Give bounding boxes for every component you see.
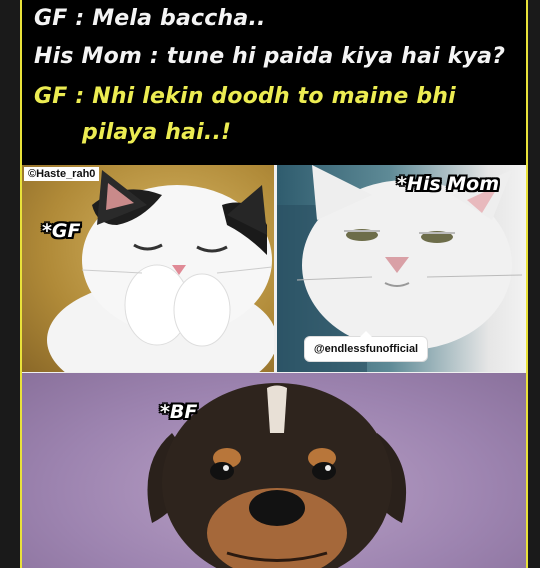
caption-line-gf-1: GF : Mela baccha.. (34, 6, 266, 31)
sad-dog-illustration (22, 373, 526, 568)
gf-label: *GF (42, 220, 81, 242)
caption-line-gf-3: pilaya hai..! (82, 120, 232, 145)
bf-label: *BF (160, 401, 198, 423)
source-watermark: ©Haste_rah0 (24, 167, 99, 181)
gf-cat-panel (22, 165, 274, 373)
caption-line-mom: His Mom : tune hi paida kiya hai kya? (34, 44, 506, 69)
meme-frame (20, 0, 528, 568)
bf-dog-panel (22, 373, 526, 568)
caption-line-gf-2: GF : Nhi lekin doodh to maine bhi (34, 84, 456, 109)
caption-box (22, 0, 526, 165)
his-mom-label: *His Mom (397, 173, 500, 195)
endlessfun-handle-badge: @endlessfunofficial (305, 337, 427, 361)
giggling-cat-illustration (22, 165, 274, 373)
